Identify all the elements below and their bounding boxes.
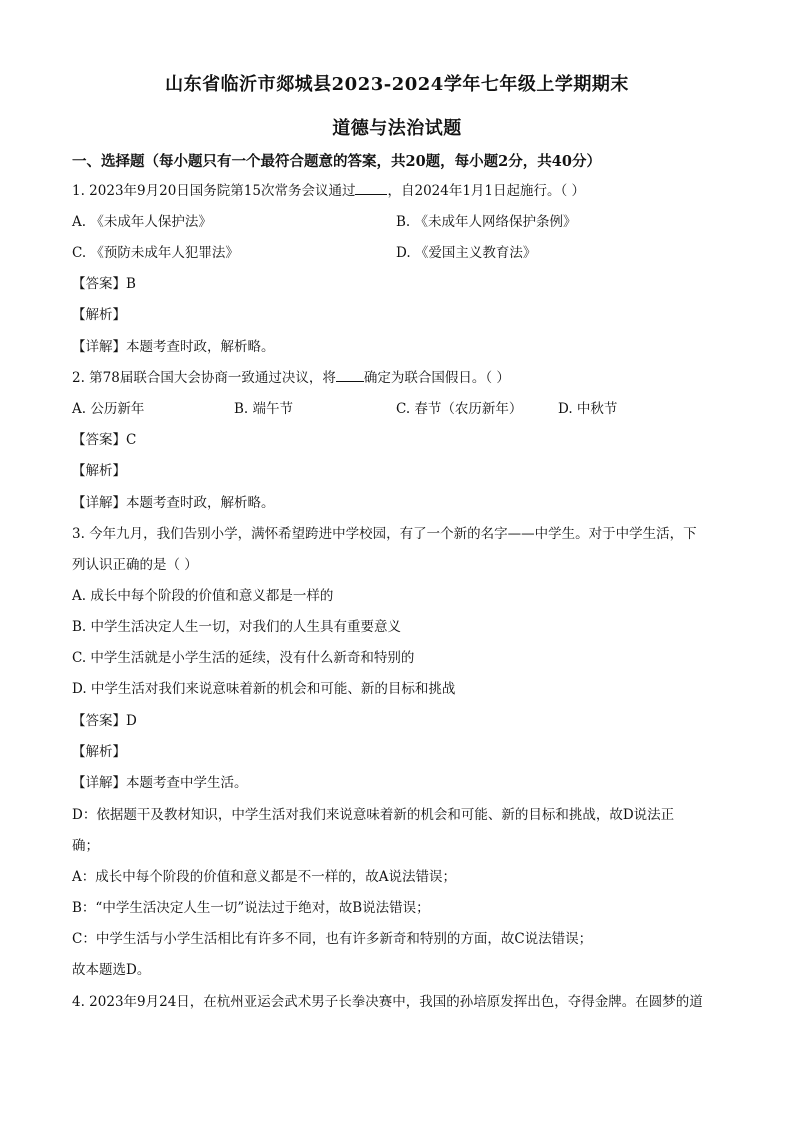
q2-option-b: B. 端午节 (234, 401, 294, 417)
q1-blank (355, 182, 387, 195)
q2-option-a: A. 公历新年 (72, 401, 145, 417)
q1-stem-before: 1. 2023年9月20日国务院第15次常务会议通过 (72, 183, 356, 199)
q2-detail: 【详解】本题考查时政，解析略。 (72, 495, 275, 511)
document-title: 山东省临沂市郯城县2023-2024学年七年级上学期期末 (165, 74, 629, 95)
q1-analysis: 【解析】 (72, 307, 126, 323)
q3-explain-d-line2: 确； (72, 838, 99, 854)
q1-option-b: B. 《未成年人网络保护条例》 (396, 214, 577, 230)
q1-detail: 【详解】本题考查时政，解析略。 (72, 339, 275, 355)
question-2-stem (72, 369, 724, 387)
q3-explain-a: A：成长中每个阶段的价值和意义都是不一样的，故A说法错误； (72, 869, 456, 885)
q1-option-d: D. 《爱国主义教育法》 (396, 245, 537, 261)
q2-option-c: C. 春节（农历新年） (396, 401, 523, 417)
document-subtitle: 道德与法治试题 (332, 118, 462, 139)
q2-stem-before: 2. 第78届联合国大会协商一致通过决议，将 (72, 370, 336, 386)
q3-detail: 【详解】本题考查中学生活。 (72, 775, 248, 791)
q3-option-c: C. 中学生活就是小学生活的延续，没有什么新奇和特别的 (72, 650, 415, 666)
q3-option-a: A. 成长中每个阶段的价值和意义都是一样的 (72, 588, 334, 604)
section-heading: 一、选择题（每小题只有一个最符合题意的答案，共20题，每小题2分，共40分） (72, 153, 601, 170)
q3-explain-b: B：“中学生活决定人生一切”说法过于绝对，故B说法错误； (72, 900, 430, 916)
q2-stem-after: 确定为联合国假日。（ ） (363, 370, 510, 386)
q3-conclusion: 故本题选D。 (72, 962, 151, 978)
q1-answer: 【答案】B (72, 276, 136, 292)
question-1-stem (72, 182, 724, 200)
q2-answer: 【答案】C (72, 432, 137, 448)
q2-analysis: 【解析】 (72, 463, 126, 479)
q3-answer: 【答案】D (72, 713, 137, 729)
q3-analysis: 【解析】 (72, 744, 126, 760)
q3-option-b: B. 中学生活决定人生一切，对我们的人生具有重要意义 (72, 619, 402, 635)
q2-option-d: D. 中秋节 (558, 401, 618, 417)
question-3-stem-line2: 列认识正确的是（ ） (72, 557, 198, 573)
q2-blank (336, 369, 364, 382)
question-4-stem-line1: 4. 2023年9月24日，在杭州亚运会武术男子长拳决赛中，我国的孙培原发挥出色，夺得金牌。在圆梦的道 (72, 994, 703, 1010)
q1-option-c: C. 《预防未成年人犯罪法》 (72, 245, 239, 261)
q3-explain-d-line1: D：依据题干及教材知识，中学生活对我们来说意味着新的机会和可能、新的目标和挑战，故D说法正 (72, 807, 675, 823)
question-3-stem-line1: 3. 今年九月，我们告别小学，满怀希望跨进中学校园，有了一个新的名字——中学生。对于中学生活，下 (72, 526, 697, 542)
q3-option-d: D. 中学生活对我们来说意味着新的机会和可能、新的目标和挑战 (72, 681, 456, 697)
q1-stem-after: ，自2024年1月1日起施行。（ ） (387, 183, 586, 199)
q3-explain-c: C：中学生活与小学生活相比有许多不同，也有许多新奇和特别的方面，故C说法错误； (72, 931, 593, 947)
q1-option-a: A. 《未成年人保护法》 (72, 214, 212, 230)
